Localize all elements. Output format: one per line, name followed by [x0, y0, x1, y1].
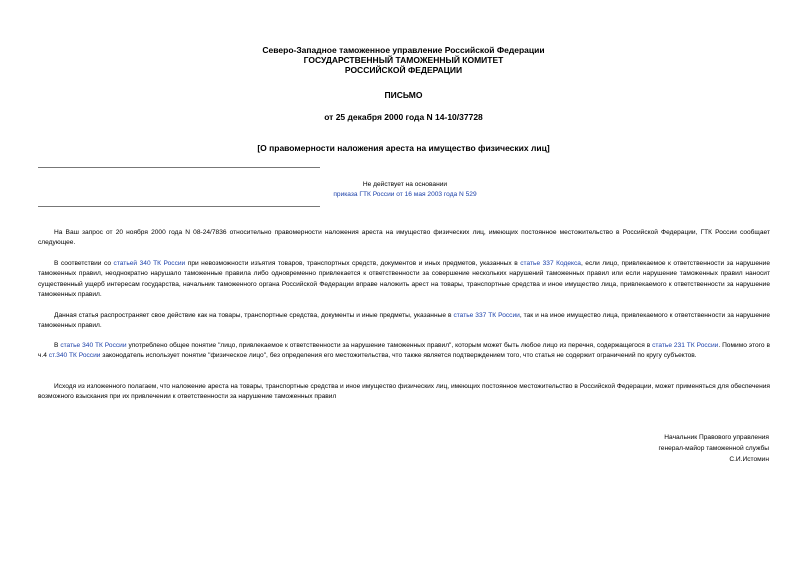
document-date-number: от 25 декабря 2000 года N 14-10/37728	[324, 112, 483, 122]
paragraph-1: На Ваш запрос от 20 ноября 2000 года N 08-24/7836 относительно правомерности наложения ареста на имущество физических лиц, имеющих постоянное местожительство в Российской Федерации, ГТК России сообщает следующее.	[38, 229, 770, 247]
article-337-link[interactable]: статье 337 Кодекса	[520, 260, 581, 267]
header-line-2: ГОСУДАРСТВЕННЫЙ ТАМОЖЕННЫЙ КОМИТЕТ	[303, 55, 504, 65]
signature-rank: генерал-майор таможенной службы	[658, 445, 769, 452]
repeal-order-link[interactable]: приказа ГТК России от 16 мая 2003 года N 529	[333, 191, 477, 198]
article-340-link[interactable]: статьей 340 ТК России	[113, 260, 186, 267]
status-note	[320, 180, 490, 200]
issuer-header	[0, 45, 807, 75]
signature-block	[569, 432, 769, 465]
divider-bottom	[38, 206, 320, 207]
st-340-tk-link[interactable]: ст.340 ТК России	[48, 352, 101, 360]
status-text: Не действует на основании	[362, 181, 448, 188]
paragraph-4: В статье 340 ТК России употреблено общее понятие "лицо, привлекаемое к ответственности за нарушение таможенных правил", которым может быть любое лицо из перечня, содержащегося в статье 231 ТК России. Помимо этого в ч.4 ст.340 ТК России законодатель использует понятие "физическое лицо", без определения его местожительства, что также является подтверждением того, что статья не содержит ограничений по кругу субъектов.	[38, 342, 770, 360]
article-337-tk-link[interactable]: статье 337 ТК России	[453, 312, 520, 319]
signature-title: Начальник Правового управления	[664, 434, 769, 441]
paragraph-5: Исходя из изложенного полагаем, что наложение ареста на товары, транспортные средства и иное имущество физических лиц, имеющих постоянное местожительство в Российской Федерации, может применяться для обеспечения возможного взыскания при их привлечении к ответственности за нарушение таможенных правил	[38, 383, 770, 401]
header-line-3: РОССИЙСКОЙ ФЕДЕРАЦИИ	[344, 65, 463, 75]
signature-name: С.И.Истомин	[729, 456, 769, 463]
document-type: ПИСЬМО	[384, 90, 423, 100]
article-340-tk-link[interactable]: статье 340 ТК России	[60, 342, 127, 349]
header-line-1: Северо-Западное таможенное управление Российской Федерации	[262, 45, 545, 55]
article-231-tk-link[interactable]: статье 231 ТК России	[652, 342, 719, 349]
paragraph-2: В соответствии со статьей 340 ТК России при невозможности изъятия товаров, транспортных средств, документов и иных предметов, указанных в статье 337 Кодекса, если лицо, привлекаемое к ответственности за нарушение таможенных правил, неоднократно нарушало таможенные правила либо одновременно привлекается к ответственности за совершение нескольких нарушений таможенных правил или если нарушение таможенных правил наносит существенный ущерб интересам государства, начальник таможенного органа Российской Федерации вправе наложить арест на товары, транспортные средства и иное имущество лица, привлекаемого к ответственности за нарушение таможенных правил.	[38, 260, 770, 299]
paragraph-3: Данная статья распространяет свое действие как на товары, транспортные средства, документы и иные предметы, указанные в статье 337 ТК России, так и на иное имущество лица, привлекаемого к ответственности за нарушение таможенных правил.	[38, 312, 771, 330]
divider-top	[38, 167, 320, 168]
document-subject: [О правомерности наложения ареста на имущество физических лиц]	[257, 143, 550, 153]
